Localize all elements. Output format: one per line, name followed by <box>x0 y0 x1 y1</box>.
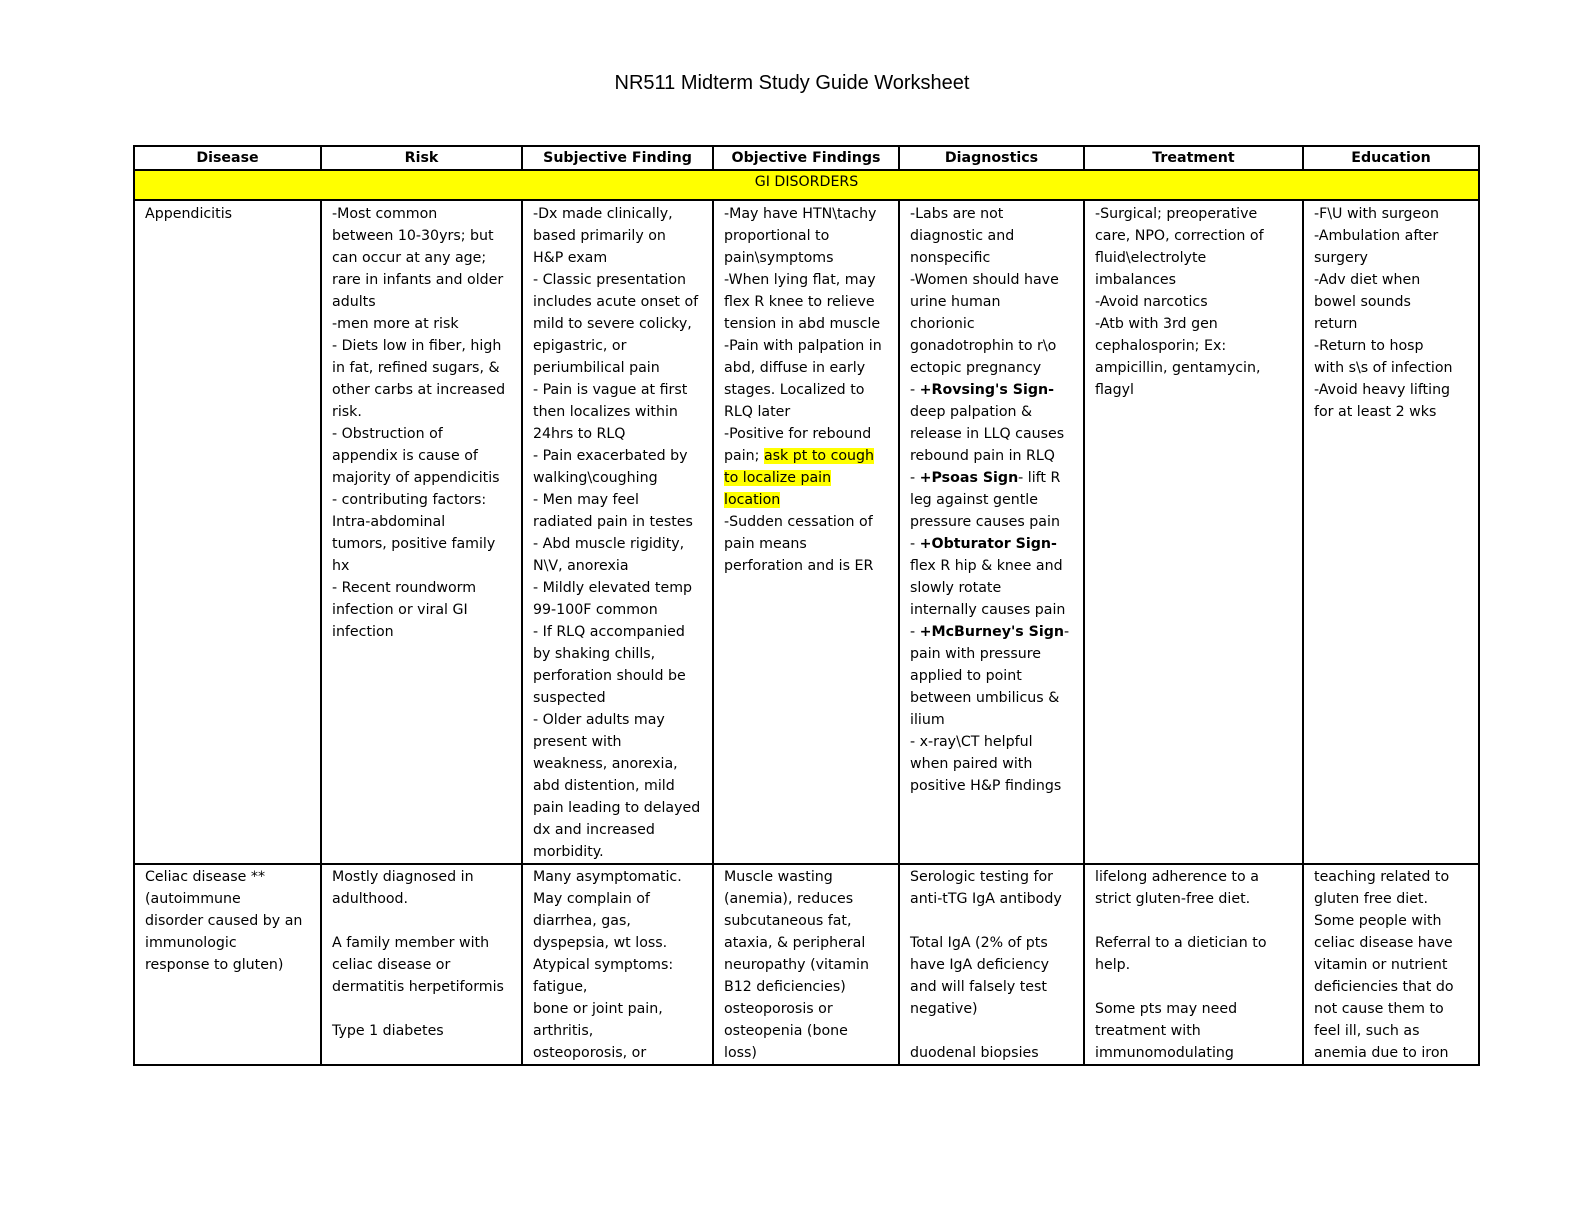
highlighted-text: to localize pain <box>724 470 832 486</box>
diagnostic-lines <box>910 203 1077 379</box>
cell-line: by shaking chills, <box>533 646 656 662</box>
cell-line: present with <box>533 734 622 750</box>
cell-line: weakness, anorexia, <box>533 756 678 772</box>
cell-line: - Obstruction of <box>332 426 443 442</box>
cell-line: then localizes within <box>533 404 678 420</box>
cell-line: Celiac disease ** <box>145 869 266 885</box>
cell-line: -men more at risk <box>332 316 459 332</box>
cell-line: ampicillin, gentamycin, <box>1095 360 1261 376</box>
cell-line: periumbilical pain <box>533 360 660 376</box>
obturator-sign <box>910 533 1077 555</box>
cell-line: B12 deficiencies) <box>724 979 846 995</box>
header-objective: Objective Findings <box>713 146 899 170</box>
cell-line: chorionic <box>910 316 975 332</box>
table-row-celiac <box>134 864 1479 1065</box>
cell-line: RLQ later <box>724 404 791 420</box>
cell-line: between 10-30yrs; but <box>332 228 494 244</box>
sign-name: +Psoas Sign <box>919 470 1019 486</box>
cell-line: 99-100F common <box>533 602 658 618</box>
cell-line: rebound pain in RLQ <box>910 448 1055 464</box>
study-guide-table <box>133 145 1480 1066</box>
sign-text: - <box>1064 624 1070 640</box>
sign-name: +Obturator Sign- <box>919 536 1057 552</box>
cell-line: treatment with <box>1095 1023 1201 1039</box>
diagnostic-lines <box>910 401 1077 467</box>
cell-line: H&P exam <box>533 250 608 266</box>
cell-line: suspected <box>533 690 606 706</box>
cell-line: - x-ray\CT helpful <box>910 734 1033 750</box>
cell-line: osteoporosis, or <box>533 1045 647 1061</box>
cell-line: celiac disease or <box>332 957 451 973</box>
cell-line: adulthood. <box>332 891 409 907</box>
diagnostic-lines <box>910 643 1077 797</box>
cell-line: when paired with <box>910 756 1033 772</box>
cell-education <box>1303 864 1479 1065</box>
cell-line: not cause them to <box>1314 1001 1444 1017</box>
cell-objective <box>713 864 899 1065</box>
cell-line: help. <box>1095 957 1131 973</box>
cell-line: -F\U with surgeon <box>1314 206 1439 222</box>
cell-line: -Ambulation after <box>1314 228 1439 244</box>
highlighted-text: ask pt to cough <box>763 448 875 464</box>
cell-line: infection <box>332 624 394 640</box>
cell-line: Intra-abdominal <box>332 514 446 530</box>
sign-prefix: - <box>910 536 920 552</box>
cell-line: disorder caused by an <box>145 913 303 929</box>
cell-line: dermatitis herpetiformis <box>332 979 504 995</box>
cell-line: -Labs are not <box>910 206 1004 222</box>
cell-line: urine human <box>910 294 1001 310</box>
cell-line: celiac disease have <box>1314 935 1453 951</box>
cell-line: Muscle wasting <box>724 869 833 885</box>
cell-line: release in LLQ causes <box>910 426 1065 442</box>
cell-treatment <box>1084 200 1303 864</box>
sign-text: - lift R <box>1018 470 1061 486</box>
cell-line: dx and increased <box>533 822 655 838</box>
cell-line: N\V, anorexia <box>533 558 629 574</box>
cell-line: hx <box>332 558 350 574</box>
cell-line: subcutaneous fat, <box>724 913 852 929</box>
cell-line: flagyl <box>1095 382 1134 398</box>
cell-line: - Classic presentation <box>533 272 687 288</box>
header-risk: Risk <box>321 146 522 170</box>
cell-line: radiated pain in testes <box>533 514 693 530</box>
cell-line: Total IgA (2% of pts <box>910 935 1048 951</box>
cell-line: includes acute onset of <box>533 294 699 310</box>
cell-line: deep palpation & <box>910 404 1033 420</box>
cell-line: abd, diffuse in early <box>724 360 866 376</box>
cell-line: May complain of <box>533 891 650 907</box>
header-row <box>134 146 1479 170</box>
cell-line: Referral to a dietician to <box>1095 935 1267 951</box>
header-subjective: Subjective Finding <box>522 146 713 170</box>
cell-line: strict gluten-free diet. <box>1095 891 1251 907</box>
cell-line: duodenal biopsies <box>910 1045 1039 1061</box>
cell-line: walking\coughing <box>533 470 658 486</box>
objective-lines <box>724 511 892 577</box>
cell-line: diagnostic and <box>910 228 1015 244</box>
cell-line: perforation and is ER <box>724 558 874 574</box>
cell-line: -Atb with 3rd gen <box>1095 316 1218 332</box>
cell-line: 24hrs to RLQ <box>533 426 626 442</box>
psoas-sign <box>910 467 1077 489</box>
cell-line: dyspepsia, wt loss. <box>533 935 668 951</box>
cell-line: tumors, positive family <box>332 536 496 552</box>
cell-line: Mostly diagnosed in <box>332 869 474 885</box>
cell-line: fluid\electrolyte <box>1095 250 1207 266</box>
cell-diagnostics <box>899 864 1084 1065</box>
cell-line: -Adv diet when <box>1314 272 1421 288</box>
cell-line: -When lying flat, may <box>724 272 876 288</box>
cell-line: immunologic <box>145 935 237 951</box>
cell-treatment <box>1084 864 1303 1065</box>
objective-line-highlight <box>724 489 892 511</box>
cell-line: Many asymptomatic. <box>533 869 682 885</box>
cell-line: -May have HTN\tachy <box>724 206 877 222</box>
cell-disease <box>134 200 321 864</box>
cell-line: fatigue, <box>533 979 588 995</box>
cell-line: diarrhea, gas, <box>533 913 631 929</box>
cell-line: pain means <box>724 536 807 552</box>
cell-line: Some pts may need <box>1095 1001 1238 1017</box>
objective-line-highlight <box>724 445 892 467</box>
section-row <box>134 170 1479 200</box>
cell-education <box>1303 200 1479 864</box>
cell-line: slowly rotate <box>910 580 1002 596</box>
cell-line: deficiencies that do <box>1314 979 1454 995</box>
cell-line: bone or joint pain, <box>533 1001 663 1017</box>
cell-line: rare in infants and older <box>332 272 504 288</box>
cell-line: negative) <box>910 1001 978 1017</box>
rovsing-sign <box>910 379 1077 401</box>
mcburney-sign <box>910 621 1077 643</box>
header-disease: Disease <box>134 146 321 170</box>
cell-line: infection or viral GI <box>332 602 468 618</box>
sign-prefix: - <box>910 470 920 486</box>
cell-line: lifelong adherence to a <box>1095 869 1259 885</box>
cell-line: mild to severe colicky, <box>533 316 692 332</box>
cell-line: - Diets low in fiber, high <box>332 338 502 354</box>
cell-line: - Recent roundworm <box>332 580 477 596</box>
cell-line: appendix is cause of <box>332 448 478 464</box>
cell-line: Atypical symptoms: <box>533 957 674 973</box>
cell-line: pressure causes pain <box>910 514 1060 530</box>
cell-line: risk. <box>332 404 362 420</box>
cell-line: -Avoid heavy lifting <box>1314 382 1451 398</box>
cell-line: based primarily on <box>533 228 666 244</box>
objective-lines <box>724 203 892 445</box>
cell-line: pain\symptoms <box>724 250 834 266</box>
cell-line: other carbs at increased <box>332 382 506 398</box>
cell-line: -Return to hosp <box>1314 338 1424 354</box>
sign-prefix: - <box>910 382 920 398</box>
cell-line: Some people with <box>1314 913 1442 929</box>
cell-line: - Men may feel <box>533 492 639 508</box>
cell-line <box>332 998 515 1020</box>
cell-line: proportional to <box>724 228 830 244</box>
cell-line: stages. Localized to <box>724 382 865 398</box>
cell-line: - Pain exacerbated by <box>533 448 688 464</box>
cell-line: perforation should be <box>533 668 686 684</box>
cell-line: flex R knee to relieve <box>724 294 875 310</box>
cell-line: -Sudden cessation of <box>724 514 873 530</box>
cell-line: - Mildly elevated temp <box>533 580 693 596</box>
diagnostic-lines <box>910 489 1077 533</box>
cell-line: return <box>1314 316 1358 332</box>
disease-name: Appendicitis <box>145 206 233 222</box>
cell-line: applied to point <box>910 668 1022 684</box>
cell-line: and will falsely test <box>910 979 1047 995</box>
cell-line: -Pain with palpation in <box>724 338 882 354</box>
cell-line: bowel sounds <box>1314 294 1411 310</box>
cell-line <box>332 910 515 932</box>
cell-line: Serologic testing for <box>910 869 1054 885</box>
objective-text: pain; <box>724 448 764 464</box>
cell-line: - If RLQ accompanied <box>533 624 685 640</box>
cell-line: epigastric, or <box>533 338 627 354</box>
cell-line: teaching related to <box>1314 869 1450 885</box>
cell-line <box>910 1020 1077 1042</box>
cell-line: adults <box>332 294 376 310</box>
cell-line: cephalosporin; Ex: <box>1095 338 1227 354</box>
highlighted-text: location <box>724 492 781 508</box>
cell-line: arthritis, <box>533 1023 594 1039</box>
cell-line: pain with pressure <box>910 646 1042 662</box>
cell-line: (autoimmune <box>145 891 241 907</box>
cell-line: -Women should have <box>910 272 1059 288</box>
cell-line: majority of appendicitis <box>332 470 500 486</box>
cell-line: gluten free diet. <box>1314 891 1428 907</box>
cell-line: - Abd muscle rigidity, <box>533 536 685 552</box>
section-gi-disorders: GI DISORDERS <box>134 170 1479 200</box>
cell-line: for at least 2 wks <box>1314 404 1437 420</box>
cell-line: pain leading to delayed <box>533 800 701 816</box>
cell-line: - Older adults may <box>533 712 665 728</box>
header-diagnostics: Diagnostics <box>899 146 1084 170</box>
cell-line: gonadotrophin to r\o <box>910 338 1057 354</box>
cell-line: internally causes pain <box>910 602 1066 618</box>
cell-line <box>1095 910 1296 932</box>
diagnostic-lines <box>910 555 1077 621</box>
cell-disease <box>134 864 321 1065</box>
cell-line: surgery <box>1314 250 1368 266</box>
table-row-appendicitis <box>134 200 1479 864</box>
cell-line: leg against gentle <box>910 492 1038 508</box>
cell-line: nonspecific <box>910 250 991 266</box>
cell-line: can occur at any age; <box>332 250 487 266</box>
cell-line: imbalances <box>1095 272 1177 288</box>
cell-line: with s\s of infection <box>1314 360 1453 376</box>
cell-diagnostics <box>899 200 1084 864</box>
cell-line: tension in abd muscle <box>724 316 881 332</box>
cell-objective <box>713 200 899 864</box>
cell-line: abd distention, mild <box>533 778 675 794</box>
cell-line: - contributing factors: <box>332 492 487 508</box>
cell-line: Type 1 diabetes <box>332 1023 444 1039</box>
cell-line: anti-tTG IgA antibody <box>910 891 1062 907</box>
cell-line: -Surgical; preoperative <box>1095 206 1258 222</box>
cell-line: osteoporosis or <box>724 1001 833 1017</box>
cell-line: A family member with <box>332 935 490 951</box>
cell-line: immunomodulating <box>1095 1045 1234 1061</box>
cell-line: -Avoid narcotics <box>1095 294 1208 310</box>
cell-line: vitamin or nutrient <box>1314 957 1448 973</box>
cell-line: ectopic pregnancy <box>910 360 1042 376</box>
cell-line: have IgA deficiency <box>910 957 1050 973</box>
cell-line <box>1095 976 1296 998</box>
cell-line: -Most common <box>332 206 438 222</box>
cell-line: neuropathy (vitamin <box>724 957 869 973</box>
sign-name: +McBurney's Sign <box>919 624 1065 640</box>
cell-line: osteopenia (bone <box>724 1023 848 1039</box>
sign-prefix: - <box>910 624 920 640</box>
cell-line: in fat, refined sugars, & <box>332 360 500 376</box>
cell-risk <box>321 864 522 1065</box>
cell-line: between umbilicus & <box>910 690 1060 706</box>
cell-line: loss) <box>724 1045 757 1061</box>
cell-line: (anemia), reduces <box>724 891 854 907</box>
header-education: Education <box>1303 146 1479 170</box>
header-treatment: Treatment <box>1084 146 1303 170</box>
cell-line: positive H&P findings <box>910 778 1062 794</box>
cell-line: care, NPO, correction of <box>1095 228 1264 244</box>
cell-line: -Dx made clinically, <box>533 206 673 222</box>
page-title: NR511 Midterm Study Guide Worksheet <box>614 72 970 94</box>
cell-line: anemia due to iron <box>1314 1045 1449 1061</box>
cell-line: response to gluten) <box>145 957 284 973</box>
cell-line: -Positive for rebound <box>724 426 872 442</box>
cell-line: - Pain is vague at first <box>533 382 688 398</box>
cell-risk <box>321 200 522 864</box>
cell-subjective <box>522 200 713 864</box>
cell-line <box>910 910 1077 932</box>
objective-line-highlight <box>724 467 892 489</box>
sign-name: +Rovsing's Sign- <box>919 382 1054 398</box>
cell-line: feel ill, such as <box>1314 1023 1420 1039</box>
cell-subjective <box>522 864 713 1065</box>
cell-line: flex R hip & knee and <box>910 558 1063 574</box>
cell-line: ilium <box>910 712 945 728</box>
cell-line: ataxia, & peripheral <box>724 935 866 951</box>
cell-line: morbidity. <box>533 844 604 860</box>
